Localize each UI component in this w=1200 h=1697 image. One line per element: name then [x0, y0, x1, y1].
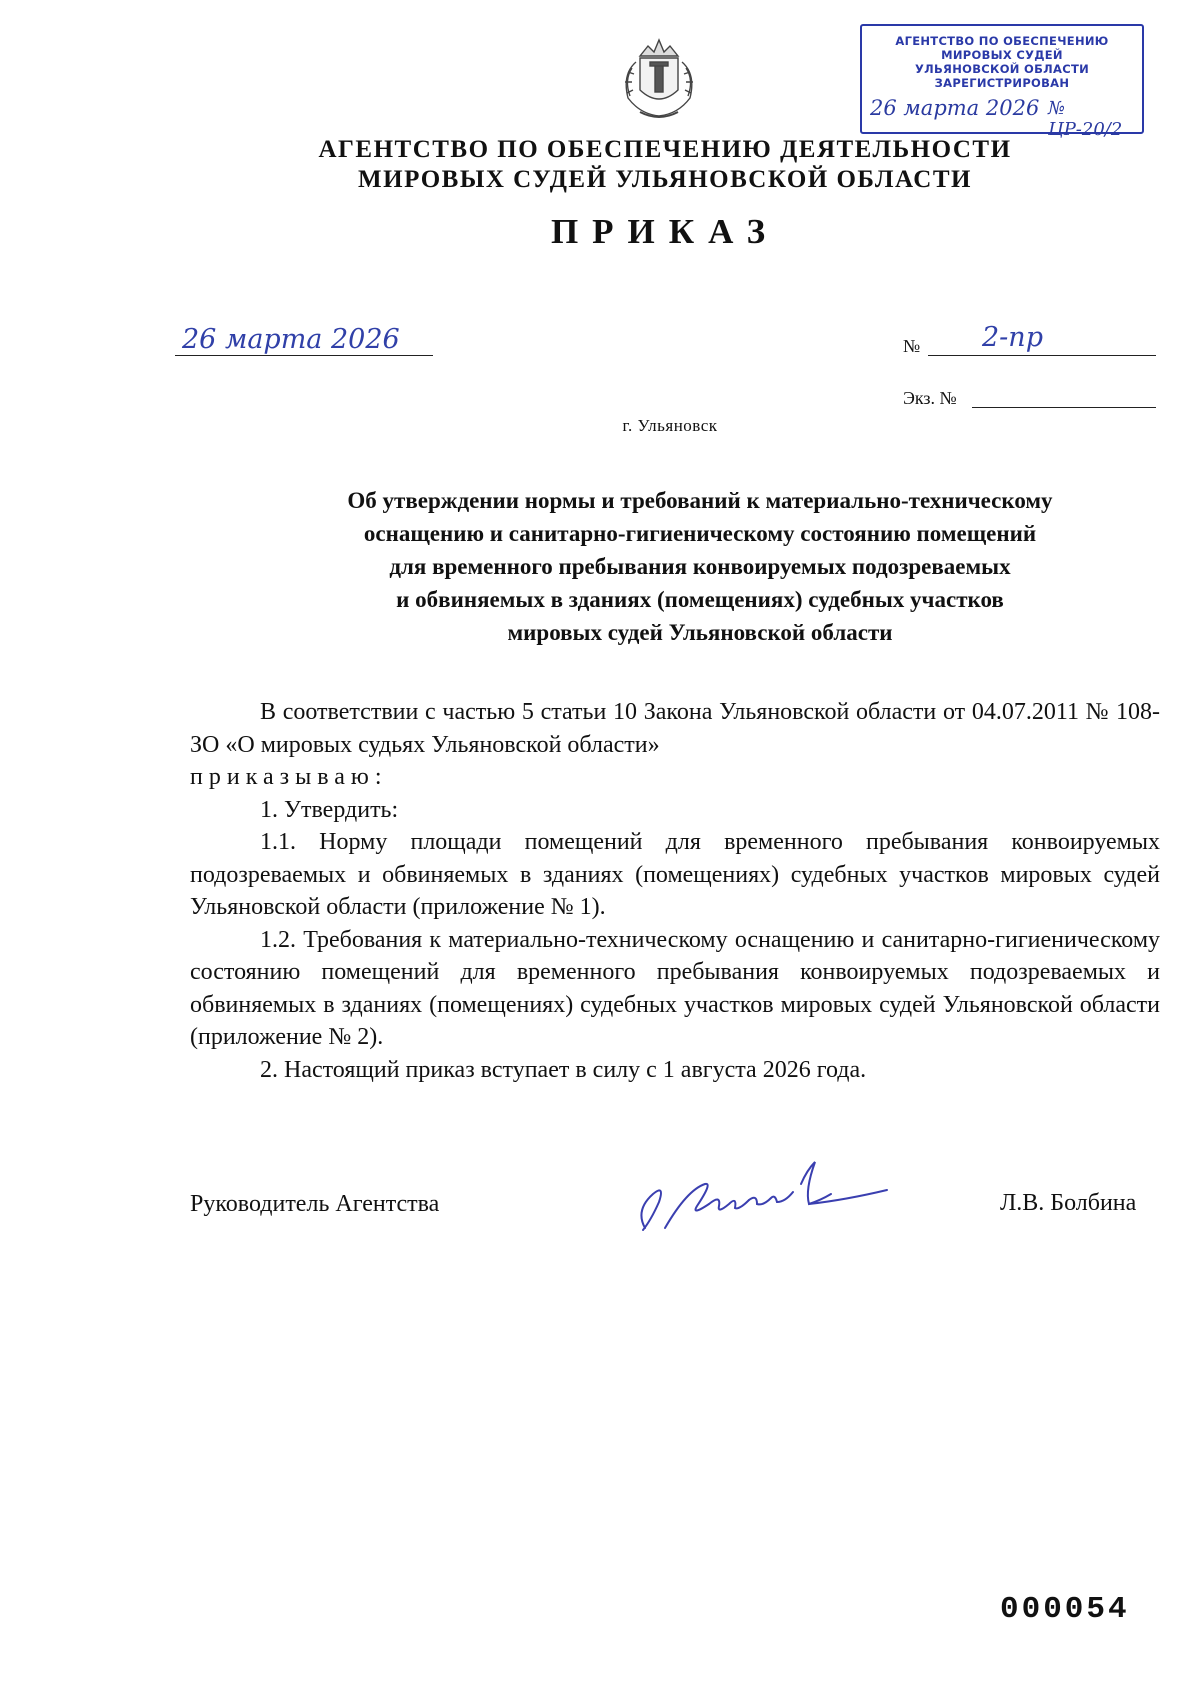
document-title: ПРИКАЗ	[550, 212, 780, 251]
subject-line: Об утверждении нормы и требований к материально-техническому	[347, 488, 1053, 513]
registration-stamp	[860, 24, 1144, 140]
stamp-number: № ЦР-20/2	[1048, 98, 1123, 140]
stamp-line-4: ЗАРЕГИСТРИРОВАН	[934, 76, 1070, 90]
stamp-date: 26 марта 2026	[870, 96, 1040, 120]
subject-line: мировых судей Ульяновской области	[507, 620, 893, 645]
copy-number-label: Экз. №	[903, 388, 957, 408]
item-1: 1. Утвердить:	[260, 796, 399, 823]
order-number: 2-пр	[982, 322, 1043, 353]
stamp-line-3: УЛЬЯНОВСКОЙ ОБЛАСТИ	[914, 62, 1090, 76]
signatory-role: Руководитель Агентства	[190, 1191, 440, 1217]
order-word: приказываю:	[190, 764, 388, 790]
city: г. Ульяновск	[622, 416, 718, 435]
org-name-line-1: АГЕНТСТВО ПО ОБЕСПЕЧЕНИЮ ДЕЯТЕЛЬНОСТИ	[318, 136, 1012, 163]
form-serial-number: 000054	[1000, 1592, 1130, 1627]
copy-number-underline	[972, 407, 1156, 408]
org-name-line-2: МИРОВЫХ СУДЕЙ УЛЬЯНОВСКОЙ ОБЛАСТИ	[358, 166, 972, 193]
order-body	[190, 696, 1160, 1086]
signatory-name: Л.В. Болбина	[1000, 1190, 1137, 1216]
item-1-2: 1.2. Требования к материально-техническому оснащению и санитарно-гигиеническому состоянию помещений для временного пребывания конвоируемых подозреваемых и обвиняемых в зданиях (помещениях) судебных участков мировых судей Ульяновской области (приложение № 2).	[190, 926, 1160, 1050]
subject-line: для временного пребывания конвоируемых подозреваемых	[389, 554, 1011, 579]
number-underline	[928, 355, 1156, 356]
order-subject	[200, 484, 1200, 649]
item-1-1: 1.1. Норму площади помещений для временного пребывания конвоируемых подозреваемых и обвиняемых в зданиях (помещениях) судебных участков мировых судей Ульяновской области (приложение № 1).	[190, 829, 1160, 920]
coat-of-arms-icon	[610, 28, 708, 124]
preamble-paragraph: В соответствии с частью 5 статьи 10 Закона Ульяновской области от 04.07.2011 № 108-ЗО «О мировых судьях Ульяновской области»	[190, 699, 1160, 758]
number-label: №	[903, 336, 921, 356]
handwritten-signature-icon	[625, 1150, 895, 1240]
subject-line: и обвиняемых в зданиях (помещениях) судебных участков	[396, 587, 1004, 612]
date-underline	[175, 355, 433, 356]
stamp-line-2: МИРОВЫХ СУДЕЙ	[941, 48, 1063, 62]
order-date: 26 марта 2026	[182, 324, 400, 355]
item-2: 2. Настоящий приказ вступает в силу с 1 августа 2026 года.	[260, 1056, 867, 1083]
subject-line: оснащению и санитарно-гигиеническому состоянию помещений	[363, 521, 1037, 546]
stamp-line-1: АГЕНТСТВО ПО ОБЕСПЕЧЕНИЮ	[895, 34, 1109, 48]
